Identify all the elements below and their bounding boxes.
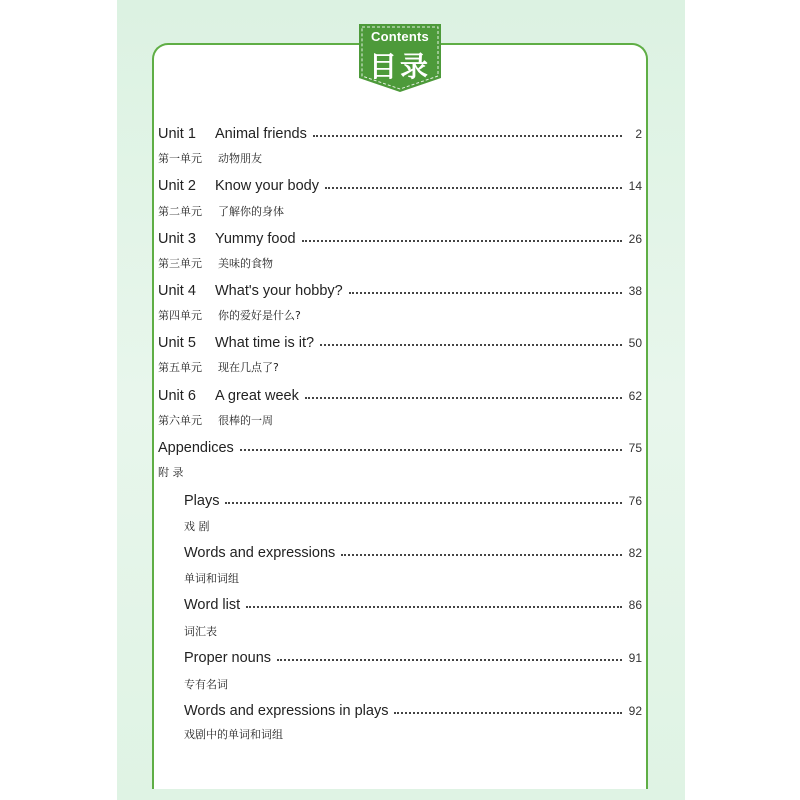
unit-number: Unit 4: [158, 283, 196, 299]
dot-leader: [246, 606, 622, 608]
unit-number-cn: 第三单元: [158, 257, 202, 270]
unit-title-cn: 美味的食物: [218, 257, 273, 270]
unit-title-cn: 了解你的身体: [218, 205, 284, 218]
unit-title[interactable]: What's your hobby?: [215, 283, 343, 299]
page-number: 14: [628, 179, 642, 193]
sub-entry-title-cn: 专有名词: [184, 678, 228, 691]
sub-entry-title[interactable]: Words and expressions: [184, 545, 336, 561]
appendices-title-cn: 附 录: [158, 466, 184, 479]
unit-title[interactable]: What time is it?: [215, 335, 315, 351]
unit-title[interactable]: Yummy food: [215, 231, 296, 247]
unit-number: Unit 3: [158, 231, 196, 247]
sub-entry-title[interactable]: Words and expressions in plays: [184, 703, 389, 719]
page-number: 76: [628, 494, 642, 508]
dot-leader: [277, 659, 622, 661]
appendices-title[interactable]: Appendices: [158, 440, 234, 456]
dot-leader: [341, 554, 622, 556]
unit-title[interactable]: Animal friends: [215, 126, 307, 142]
sub-entry-title[interactable]: Plays: [184, 493, 220, 509]
page-number: 92: [628, 704, 642, 718]
dot-leader: [349, 292, 622, 294]
unit-number: Unit 1: [158, 126, 196, 142]
page-number: 62: [628, 389, 642, 403]
unit-number: Unit 5: [158, 335, 196, 351]
page-number: 38: [628, 284, 642, 298]
dot-leader: [240, 449, 622, 451]
sub-entry-title[interactable]: Proper nouns: [184, 650, 272, 666]
page-number: 50: [628, 336, 642, 350]
unit-title-cn: 很棒的一周: [218, 414, 273, 427]
unit-number-cn: 第二单元: [158, 205, 202, 218]
contents-badge: [357, 22, 443, 94]
sub-entry-title-cn: 词汇表: [184, 625, 217, 638]
badge-chinese-title: 目录: [368, 50, 431, 83]
dot-leader: [225, 502, 622, 504]
unit-title[interactable]: Know your body: [215, 178, 319, 194]
dot-leader: [302, 240, 622, 242]
unit-number: Unit 2: [158, 178, 196, 194]
page-number: 82: [628, 546, 642, 560]
dot-leader: [305, 397, 622, 399]
unit-number-cn: 第六单元: [158, 414, 202, 427]
sub-entry-title[interactable]: Word list: [184, 597, 241, 613]
unit-number: Unit 6: [158, 388, 196, 404]
page-number: 86: [628, 598, 642, 612]
unit-title-cn: 动物朋友: [218, 152, 262, 165]
unit-title-cn: 现在几点了?: [218, 361, 279, 374]
sub-entry-title-cn: 戏剧中的单词和词组: [184, 728, 283, 741]
sub-entry-title-cn: 单词和词组: [184, 572, 239, 585]
unit-number-cn: 第四单元: [158, 309, 202, 322]
unit-number-cn: 第五单元: [158, 361, 202, 374]
unit-title-cn: 你的爱好是什么?: [218, 309, 301, 322]
page-number: 91: [628, 651, 642, 665]
dot-leader: [394, 712, 622, 714]
sub-entry-title-cn: 戏 剧: [184, 520, 210, 533]
dot-leader: [325, 187, 622, 189]
unit-title[interactable]: A great week: [215, 388, 299, 404]
page-number: 2: [635, 127, 642, 141]
dot-leader: [313, 135, 622, 137]
dot-leader: [320, 344, 622, 346]
page-number: 26: [628, 232, 642, 246]
page-number: 75: [628, 441, 642, 455]
badge-english-title: Contents: [371, 29, 429, 44]
unit-number-cn: 第一单元: [158, 152, 202, 165]
